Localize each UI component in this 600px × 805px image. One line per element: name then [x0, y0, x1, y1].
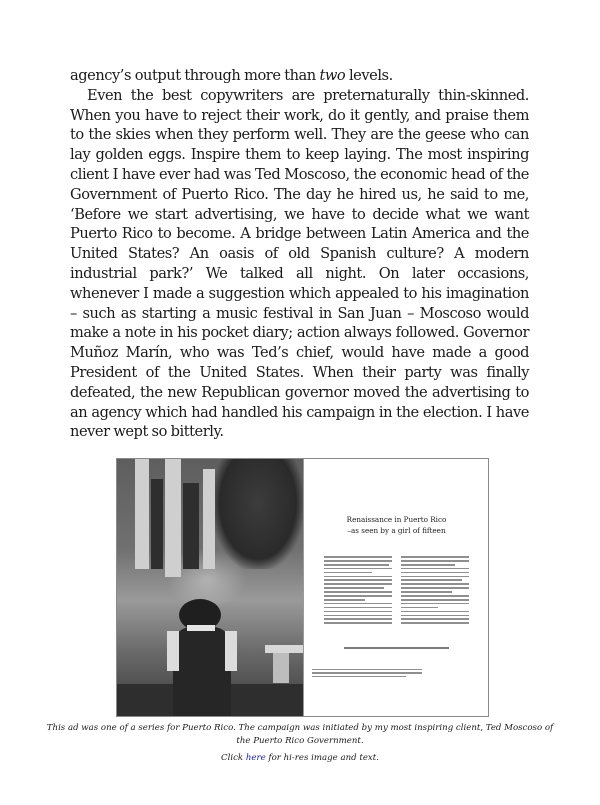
ad-greeked-text-line: [401, 564, 455, 566]
ad-greeked-text-line: [324, 622, 392, 624]
link-prefix: Click: [221, 753, 246, 764]
figure-caption: This ad was one of a series for Puerto Rico. The campaign was initiated by my most inspiring client, Ted Moscoso of the Puerto Rico Government.: [46, 723, 554, 747]
ad-greeked-text-line: [401, 622, 469, 624]
ad-greeked-text-line: [312, 672, 422, 673]
girl-sleeve-shape: [225, 631, 237, 671]
ad-greeked-text-line: [401, 615, 469, 617]
ad-greeked-text-line: [401, 568, 469, 570]
ad-greeked-text-line: [401, 591, 452, 593]
column-shape: [165, 459, 181, 577]
bench-shape: [265, 645, 303, 653]
ad-body-columns: [324, 556, 469, 636]
ad-body-column-right: [401, 556, 469, 636]
ad-signature-line: [344, 647, 449, 649]
ad-greeked-text-line: [401, 611, 469, 613]
ad-greeked-text-line: [324, 611, 392, 613]
ad-greeked-text-line: [324, 595, 392, 597]
ad-greeked-text-line: [401, 595, 469, 597]
ad-greeked-text-line: [401, 556, 469, 558]
link-suffix: for hi-res image and text.: [265, 753, 379, 764]
ad-headline-line-1: Renaissance in Puerto Rico: [346, 515, 447, 525]
ad-greeked-text-line: [401, 576, 469, 578]
ad-greeked-text-line: [401, 618, 469, 620]
ad-headline: [304, 514, 489, 536]
ad-greeked-text-line: [324, 607, 392, 609]
ad-greeked-text-line: [324, 615, 392, 617]
ad-greeked-text-line: [324, 556, 392, 558]
ad-greeked-text-line: [401, 583, 469, 585]
ad-greeked-text-line: [312, 669, 422, 670]
ad-figure: [116, 458, 489, 717]
ad-greeked-text-line: [324, 587, 384, 589]
ad-greeked-text-line: [401, 560, 469, 562]
ad-greeked-text-line: [401, 603, 469, 605]
doorway-shape: [151, 479, 163, 569]
ad-greeked-text-line: [401, 599, 469, 601]
ad-greeked-text-line: [401, 587, 469, 589]
hi-res-link-line: [40, 752, 560, 765]
doorway-shape: [183, 483, 199, 569]
ad-greeked-text-line: [324, 576, 392, 578]
body-text: [70, 66, 529, 442]
paragraph-1: [70, 66, 529, 86]
ad-body-column-left: [324, 556, 392, 636]
ad-greeked-text-line: [324, 572, 372, 574]
paragraph-1-text: agency’s output through more than: [70, 67, 320, 84]
ad-greeked-text-line: [324, 618, 392, 620]
ad-greeked-text-line: [324, 591, 392, 593]
column-shape: [135, 459, 149, 569]
ad-headline-line-2: –as seen by a girl of fifteen: [347, 526, 446, 536]
ad-photo-caption: [312, 669, 422, 679]
ad-greeked-text-line: [324, 603, 392, 605]
bench-leg-shape: [273, 653, 289, 683]
ad-greeked-text-line: [324, 583, 392, 585]
ad-photo-girl-courtyard: [117, 459, 303, 716]
tree-shape: [213, 459, 303, 569]
paragraph-1-text-end: levels.: [345, 67, 393, 84]
ad-greeked-text-line: [401, 579, 462, 581]
emphasis-two: two: [319, 67, 346, 84]
ad-greeked-text-line: [312, 676, 406, 677]
ad-greeked-text-line: [324, 599, 365, 601]
ad-greeked-text-line: [324, 579, 392, 581]
ad-greeked-text-line: [401, 607, 438, 609]
ad-greeked-text-line: [324, 560, 392, 562]
girl-body-shape: [173, 627, 231, 717]
ad-greeked-text-line: [401, 572, 469, 574]
girl-collar-shape: [187, 625, 215, 631]
hi-res-link[interactable]: here: [245, 753, 266, 764]
column-shape: [203, 469, 215, 569]
ad-greeked-text-line: [324, 564, 389, 566]
girl-sleeve-shape: [167, 631, 179, 671]
ad-copy-page: [303, 459, 489, 716]
ad-greeked-text-line: [324, 568, 392, 570]
paragraph-2: Even the best copywriters are preternaturally thin-skinned. When you have to reject their work, do it gently, and praise them to the skies when they perform well. They are the geese who can lay golden eggs. Inspire them to keep laying. The most inspiring client I have ever had was Ted Moscoso, the economic head of the Government of Puerto Rico. The day he hired us, he said to me, ‘Before we start advertising, we have to decide what we want Puerto Rico to become. A bridge between Latin America and the United States? An oasis of old Spanish culture? A modern industrial park?’ We talked all night. On later occasions, whenever I made a suggestion which appealed to his imagination – such as starting a music festival in San Juan – Moscoso would make a note in his pocket diary; action always followed. Governor Muñoz Marín, who was Ted’s chief, would have made a good President of the United States. When their party was finally defeated, the new Republican governor moved the advertising to an agency which had handled his campaign in the election. I have never wept so bitterly.: [70, 86, 529, 441]
